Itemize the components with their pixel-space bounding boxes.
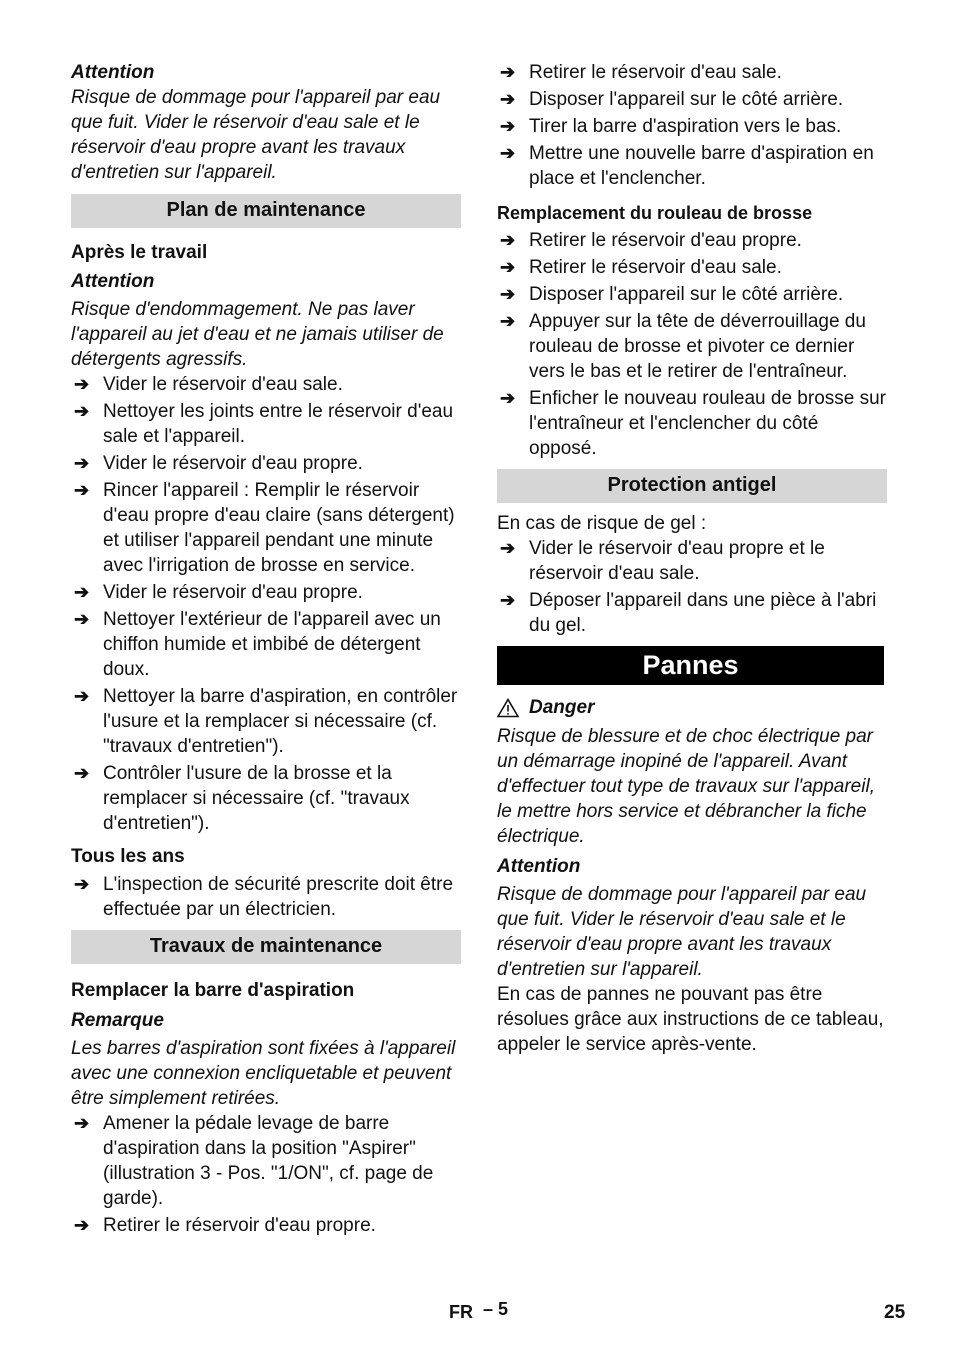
arrow-right-icon: ➔ [74,582,90,602]
attention-text: Risque d'endommagement. Ne pas laver l'appareil au jet d'eau et ne jamais utiliser de détergents agressifs. [71,299,444,370]
list-item [71,761,461,836]
tous-les-ans-heading: Tous les ans [71,846,185,867]
list-item [71,372,461,397]
antigel-intro: En cas de risque de gel : [497,513,707,534]
list-item [497,255,887,280]
remplacer-list-continued [497,60,887,191]
arrow-right-icon: ➔ [74,1113,90,1133]
arrow-right-icon: ➔ [500,388,516,408]
list-item-text: Nettoyer la barre d'aspiration, en contrôler l'usure et la remplacer si nécessaire (cf. "travaux d'entretien"). [103,686,458,757]
list-item [497,536,887,586]
attention-heading: Attention [71,271,155,292]
list-item [71,1111,461,1211]
section-travaux-maintenance: Travaux de maintenance [71,930,461,964]
list-item-text: Disposer l'appareil sur le côté arrière. [529,284,844,305]
remarque-heading: Remarque [71,1010,164,1031]
section-pannes: Pannes [497,646,884,685]
list-item [71,684,461,759]
list-item [497,60,887,85]
arrow-right-icon: ➔ [500,538,516,558]
list-item [71,580,461,605]
list-item-text: Mettre une nouvelle barre d'aspiration en place et l'enclencher. [529,143,874,189]
arrow-right-icon: ➔ [500,89,516,109]
antigel-list [497,536,887,638]
arrow-right-icon: ➔ [74,874,90,894]
arrow-right-icon: ➔ [500,590,516,610]
language-code: FR [449,1302,473,1322]
section-plan-maintenance: Plan de maintenance [71,194,461,228]
pannes-service-text: En cas de pannes ne pouvant pas être résolues grâce aux instructions de ce tableau, appeler le service après-vente. [497,984,884,1055]
arrow-right-icon: ➔ [74,374,90,394]
list-item-text: Disposer l'appareil sur le côté arrière. [529,89,844,110]
rouleau-list [497,228,887,461]
list-item-text: Enficher le nouveau rouleau de brosse sur l'entraîneur et l'enclencher du côté opposé. [529,388,887,459]
apres-list [71,372,461,836]
list-item-text: Déposer l'appareil dans une pièce à l'abri du gel. [529,590,877,636]
attention-text: Risque de dommage pour l'appareil par eau que fuit. Vider le réservoir d'eau sale et le réservoir d'eau propre avant les travaux d'entretien sur l'appareil. [497,884,867,980]
arrow-right-icon: ➔ [74,1215,90,1235]
list-item [497,114,887,139]
arrow-right-icon: ➔ [500,62,516,82]
arrow-right-icon: ➔ [74,480,90,500]
danger-text: Risque de blessure et de choc électrique par un démarrage inopiné de l'appareil. Avant d'effectuer tout type de travaux sur l'appareil, le mettre hors service et débrancher la fiche électrique. [497,726,875,847]
arrow-right-icon: ➔ [500,311,516,331]
arrow-right-icon: ➔ [500,257,516,277]
attention-heading: Attention [71,62,155,83]
attention-heading: Attention [497,856,581,877]
list-item-text: Rincer l'appareil : Remplir le réservoir d'eau propre d'eau claire (sans détergent) et utiliser l'appareil pendant une minute avec l'irrigation de brosse en service. [103,480,455,576]
section-page-marker: – 5 [483,1299,509,1319]
list-item-text: L'inspection de sécurité prescrite doit être effectuée par un électricien. [103,874,454,920]
list-item [497,87,887,112]
list-item [71,399,461,449]
list-item-text: Retirer le réservoir d'eau propre. [529,230,802,251]
page-footer [0,1297,954,1327]
remplacer-list [71,1111,461,1238]
list-item [497,228,887,253]
list-item-text: Vider le réservoir d'eau propre. [103,453,363,474]
list-item-text: Retirer le réservoir d'eau sale. [529,257,782,278]
list-item-text: Vider le réservoir d'eau propre. [103,582,363,603]
arrow-right-icon: ➔ [500,230,516,250]
list-item-text: Nettoyer l'extérieur de l'appareil avec un chiffon humide et imbibé de détergent doux. [103,609,441,680]
arrow-right-icon: ➔ [500,116,516,136]
list-item [497,588,887,638]
right-column [497,60,887,1057]
list-item-text: Vider le réservoir d'eau sale. [103,374,343,395]
list-item [497,141,887,191]
list-item-text: Contrôler l'usure de la brosse et la remplacer si nécessaire (cf. "travaux d'entretien"). [103,763,410,834]
danger-title: Danger [529,697,595,718]
page-number: 25 [884,1302,906,1323]
section-protection-antigel: Protection antigel [497,469,887,503]
tous-list [71,872,461,922]
list-item [71,607,461,682]
arrow-right-icon: ➔ [74,453,90,473]
list-item-text: Appuyer sur la tête de déverrouillage du rouleau de brosse et pivoter ce dernier vers le bas et le retirer de l'entraîneur. [529,311,866,382]
attention-text: Risque de dommage pour l'appareil par eau que fuit. Vider le réservoir d'eau sale et le réservoir d'eau propre avant les travaux d'entretien sur l'appareil. [71,87,441,183]
danger-heading [497,695,887,720]
remplacer-barre-heading: Remplacer la barre d'aspiration [71,980,355,1001]
warning-triangle-icon [497,698,519,718]
left-column [71,60,461,1240]
arrow-right-icon: ➔ [500,143,516,163]
list-item-text: Amener la pédale levage de barre d'aspiration dans la position "Aspirer" (illustration 3 - Pos. "1/ON", cf. page de garde). [103,1113,434,1209]
arrow-right-icon: ➔ [74,609,90,629]
list-item-text: Retirer le réservoir d'eau sale. [529,62,782,83]
list-item [71,872,461,922]
list-item [71,478,461,578]
list-item [497,309,887,384]
remarque-text: Les barres d'aspiration sont fixées à l'appareil avec une connexion encliquetable et peuvent être simplement retirées. [71,1038,456,1109]
list-item [71,451,461,476]
list-item-text: Tirer la barre d'aspiration vers le bas. [529,116,842,137]
list-item [71,1213,461,1238]
list-item [497,282,887,307]
arrow-right-icon: ➔ [500,284,516,304]
list-item-text: Nettoyer les joints entre le réservoir d'eau sale et l'appareil. [103,401,454,447]
arrow-right-icon: ➔ [74,686,90,706]
arrow-right-icon: ➔ [74,763,90,783]
list-item-text: Retirer le réservoir d'eau propre. [103,1215,376,1236]
remplacement-rouleau-heading: Remplacement du rouleau de brosse [497,203,813,223]
list-item [497,386,887,461]
apres-le-travail-heading: Après le travail [71,242,208,263]
list-item-text: Vider le réservoir d'eau propre et le réservoir d'eau sale. [529,538,825,584]
arrow-right-icon: ➔ [74,401,90,421]
